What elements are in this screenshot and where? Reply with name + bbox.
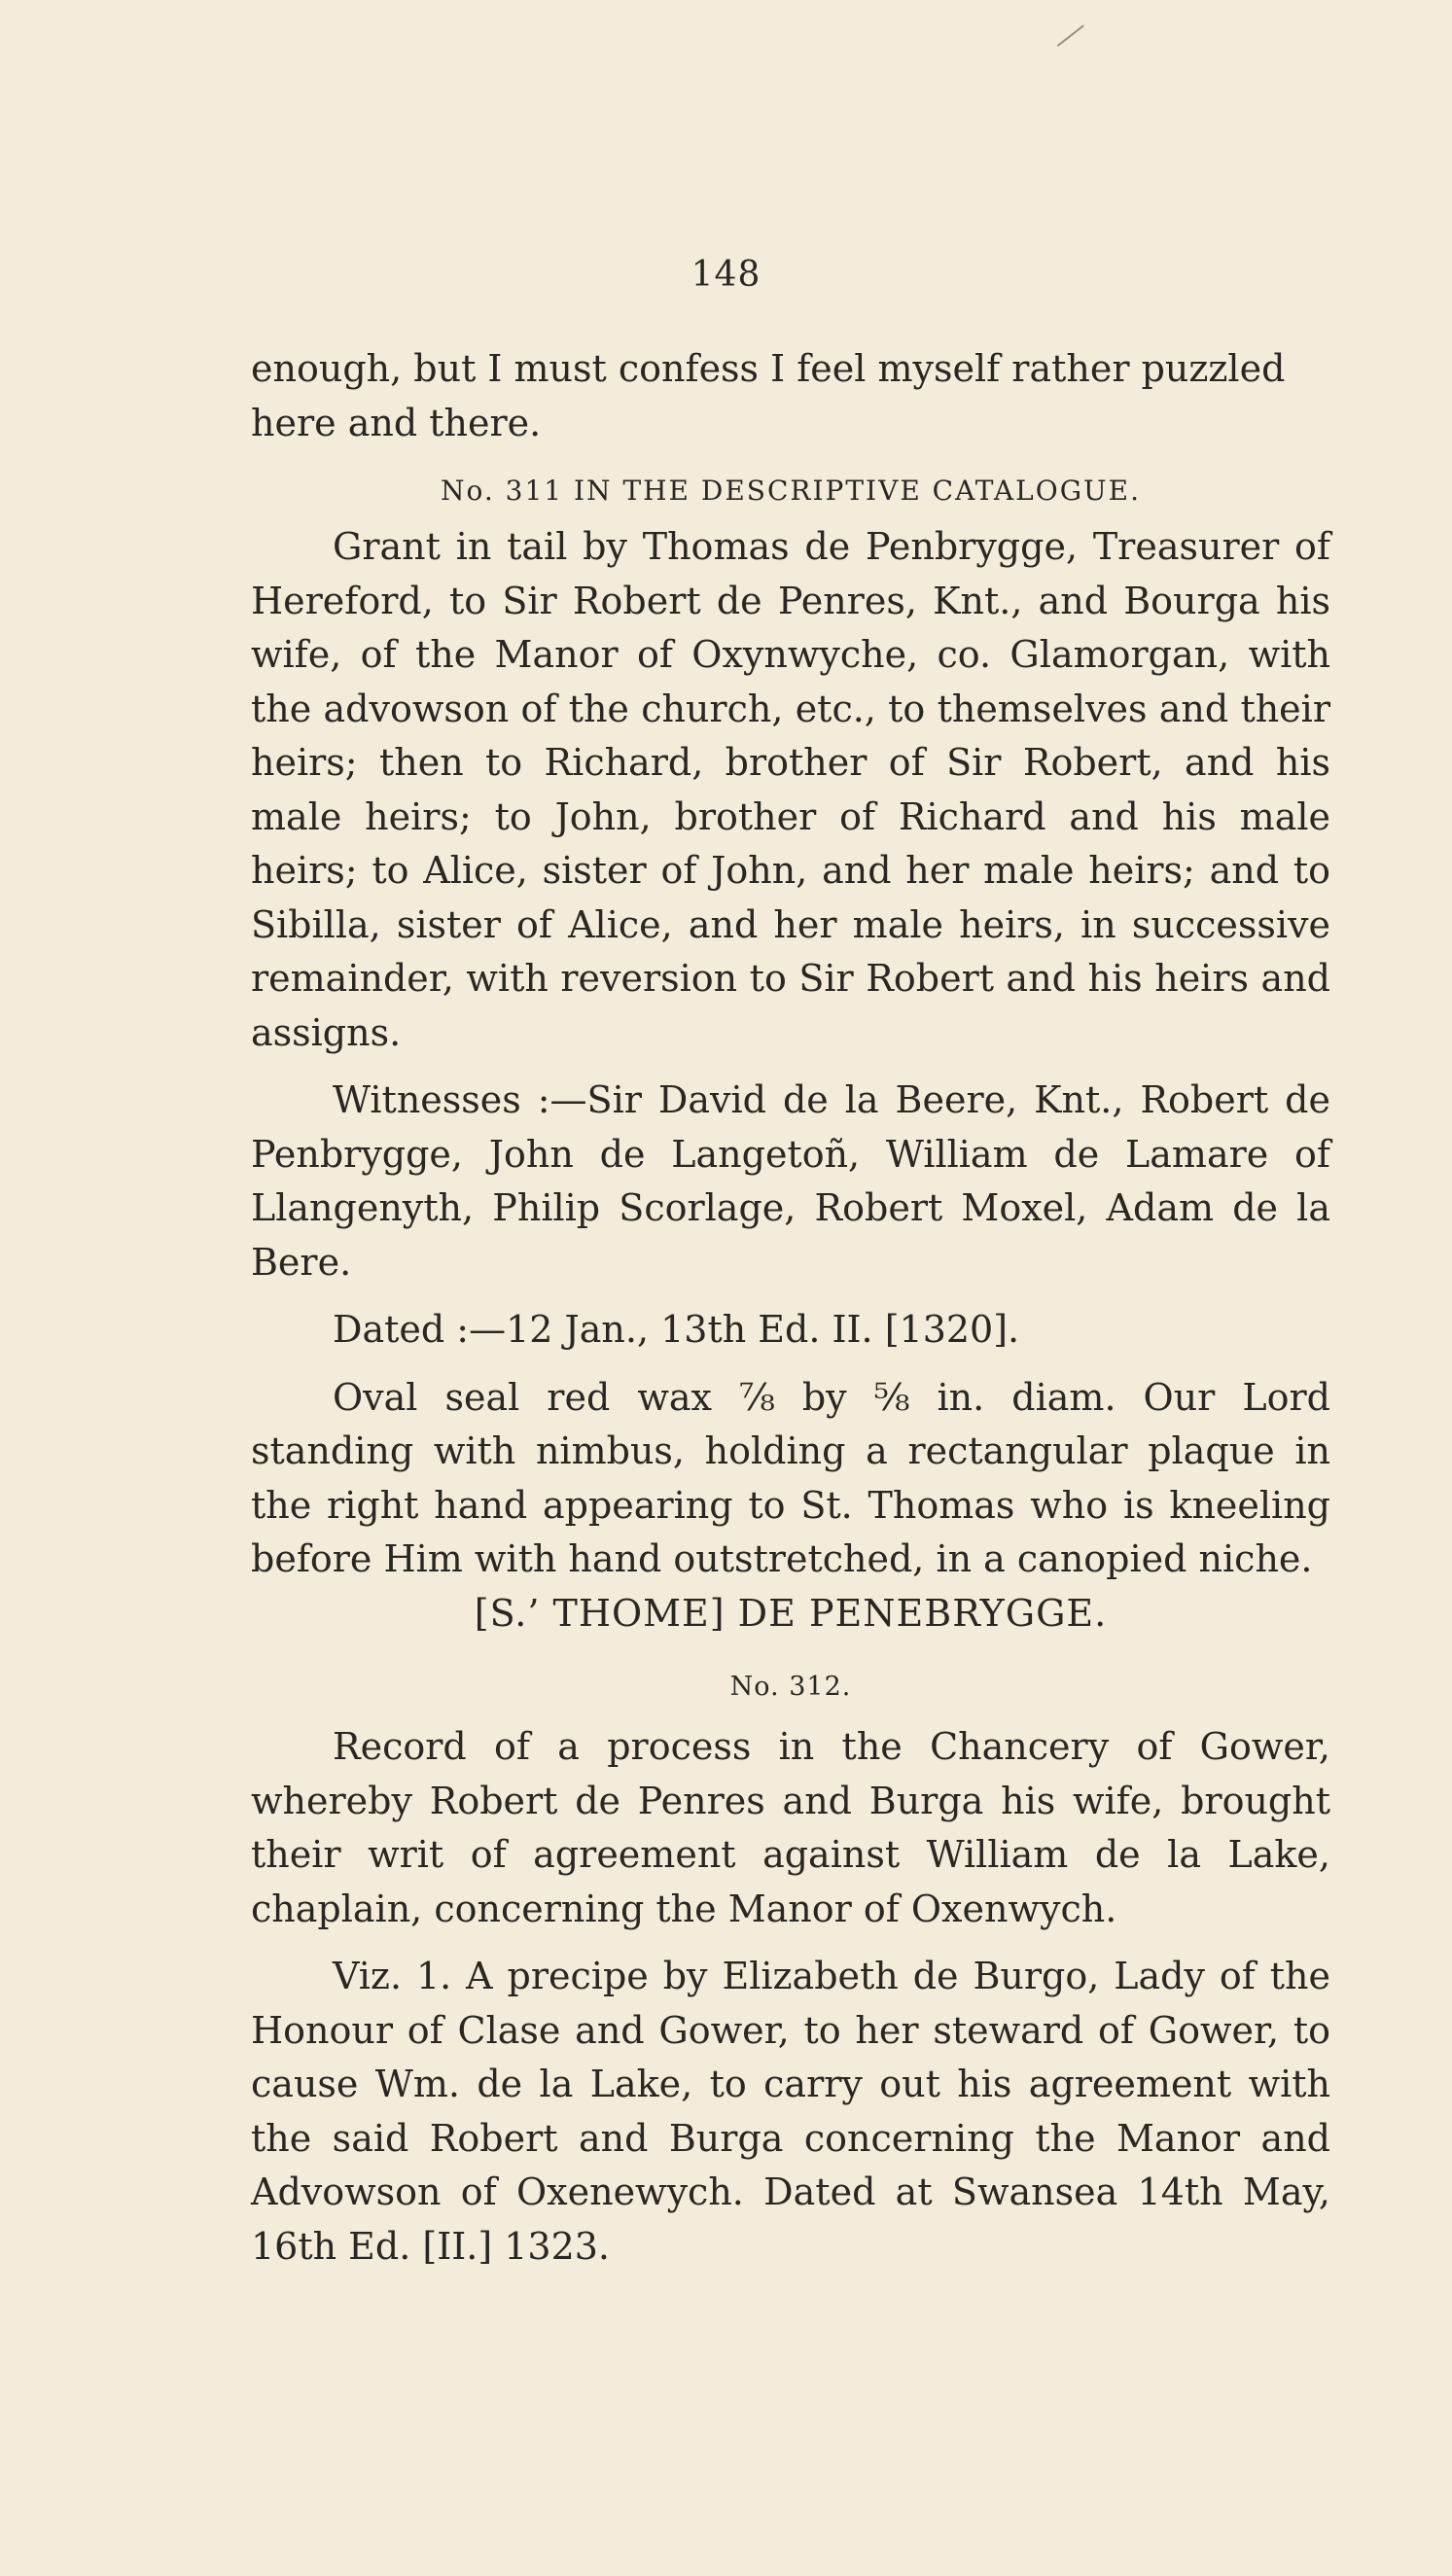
section-heading-312: No. 312. [729,1672,852,1702]
witnesses-paragraph: Witnesses :—Sir David de la Beere, Knt., Robert de Penbrygge, John de Langetoñ, William de Lamare of Llangenyth, Philip Scorlage, Robert Moxel, Adam de la Bere. [251,1078,1330,1284]
section-heading-311: No. 311 IN THE DESCRIPTIVE CATALOGUE. [440,475,1141,507]
dated-paragraph: Dated :—12 Jan., 13th Ed. II. [1320]. [333,1308,1020,1351]
page-number: 148 [691,255,761,295]
page-body [251,342,1330,2274]
seal-legend: [S.’ THOME] DE PENEBRYGGE. [474,1591,1108,1635]
grant-paragraph: Grant in tail by Thomas de Penbrygge, Treasurer of Hereford, to Sir Robert de Penres, Knt., and Bourga his wife, of the Manor of Oxynwyche, co. Glamorgan, with the advowson of the church, etc., to themselves and their heirs; then to Richard, brother of Sir Robert, and his male heirs; to John, brother of Richard and his male heirs; to Alice, sister of John, and her male heirs; and to Sibilla, sister of Alice, and her male heirs, in successive remainder, with reversion to Sir Robert and his heirs and assigns. [251,525,1330,1054]
record-paragraph: Record of a process in the Chancery of Gower, whereby Robert de Penres and Burga his wife, brought their writ of agreement against William de la Lake, chaplain, concerning the Manor of Oxenwych. [251,1725,1330,1930]
precipe-paragraph: Viz. 1. A precipe by Elizabeth de Burgo, Lady of the Honour of Clase and Gower, to her steward of Gower, to cause Wm. de la Lake, to carry out his agreement with the said Robert and Burga concerning the Manor and Advowson of Oxenewych. Dated at Swansea 14th May, 16th Ed. [II.] 1323. [251,1955,1330,2268]
continued-paragraph: enough, but I must confess I feel myself rather puzzled here and there. [251,347,1286,444]
pencil-mark [1046,11,1084,47]
seal-paragraph: Oval seal red wax ⅞ by ⅝ in. diam. Our Lord standing with nimbus, holding a rectangular plaque in the right hand appearing to St. Thomas who is kneeling before Him with hand outstretched, in a canopied niche. [251,1375,1330,1580]
